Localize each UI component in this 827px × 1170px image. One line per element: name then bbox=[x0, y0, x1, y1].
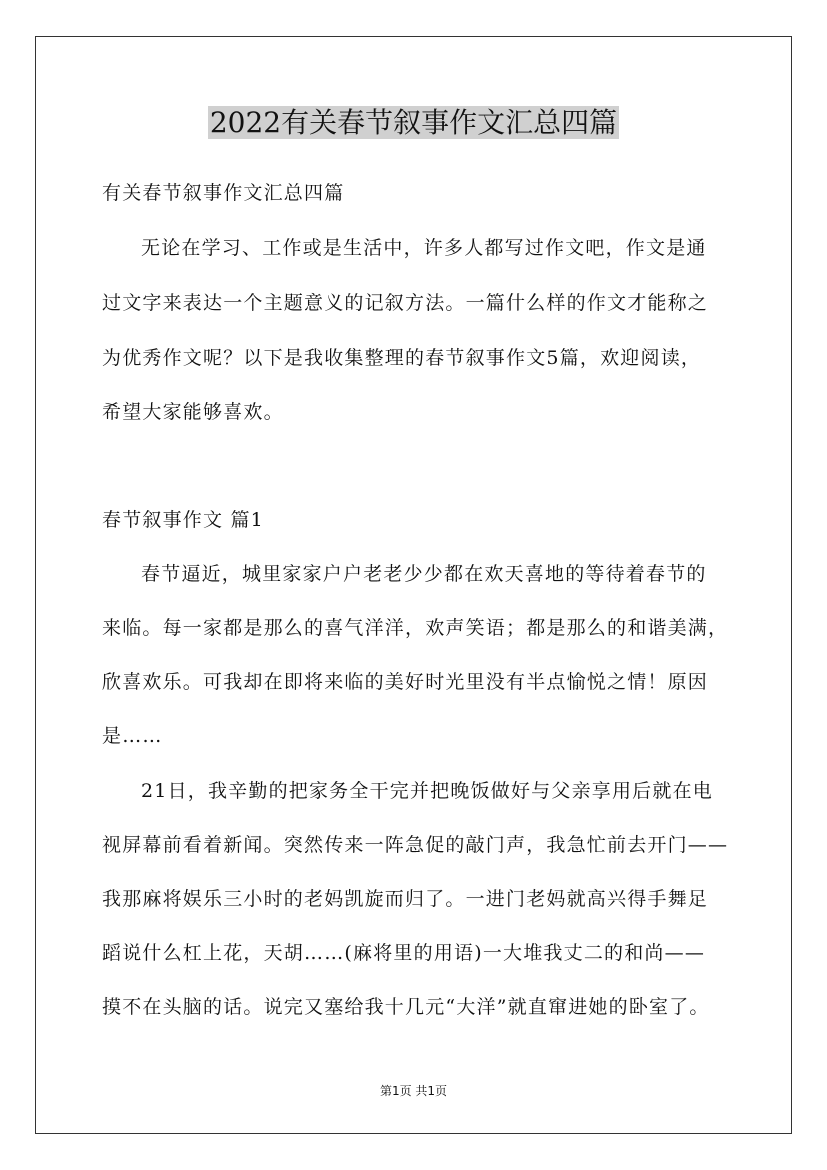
document-title bbox=[0, 103, 827, 143]
intro-line-1: 无论在学习、工作或是生活中，许多人都写过作文吧，作文是通 bbox=[141, 237, 707, 259]
intro-line-3: 为优秀作文呢？以下是我收集整理的春节叙事作文5篇，欢迎阅读， bbox=[102, 347, 702, 369]
document-subtitle: 有关春节叙事作文汇总四篇 bbox=[102, 182, 345, 204]
paragraph2-line-4: 蹈说什么杠上花，天胡……(麻将里的用语)一大堆我丈二的和尚—— bbox=[102, 942, 706, 964]
paragraph1-line-3: 欣喜欢乐。可我却在即将来临的美好时光里没有半点愉悦之情！原因 bbox=[102, 671, 709, 693]
document-title-text: 2022有关春节叙事作文汇总四篇 bbox=[209, 106, 618, 139]
intro-line-4: 希望大家能够喜欢。 bbox=[102, 401, 284, 423]
section-heading: 春节叙事作文 篇1 bbox=[102, 509, 264, 531]
paragraph2-line-3: 我那麻将娱乐三小时的老妈凯旋而归了。一进门老妈就高兴得手舞足 bbox=[102, 888, 709, 910]
intro-line-2: 过文字来表达一个主题意义的记叙方法。一篇什么样的作文才能称之 bbox=[102, 292, 709, 314]
paragraph1-line-4: 是…… bbox=[102, 725, 163, 747]
paragraph2-line-2: 视屏幕前看着新闻。突然传来一阵急促的敲门声，我急忙前去开门—— bbox=[102, 834, 729, 856]
page-footer: 第1页 共1页 bbox=[379, 1084, 448, 1098]
paragraph2-line-1: 21日，我辛勤的把家务全干完并把晚饭做好与父亲享用后就在电 bbox=[141, 780, 713, 802]
paragraph2-line-5: 摸不在头脑的话。说完又塞给我十几元“大洋”就直窜进她的卧室了。 bbox=[102, 996, 710, 1018]
paragraph1-line-1: 春节逼近，城里家家户户老老少少都在欢天喜地的等待着春节的 bbox=[141, 563, 707, 585]
paragraph1-line-2: 来临。每一家都是那么的喜气洋洋，欢声笑语；都是那么的和谐美满， bbox=[102, 617, 729, 639]
